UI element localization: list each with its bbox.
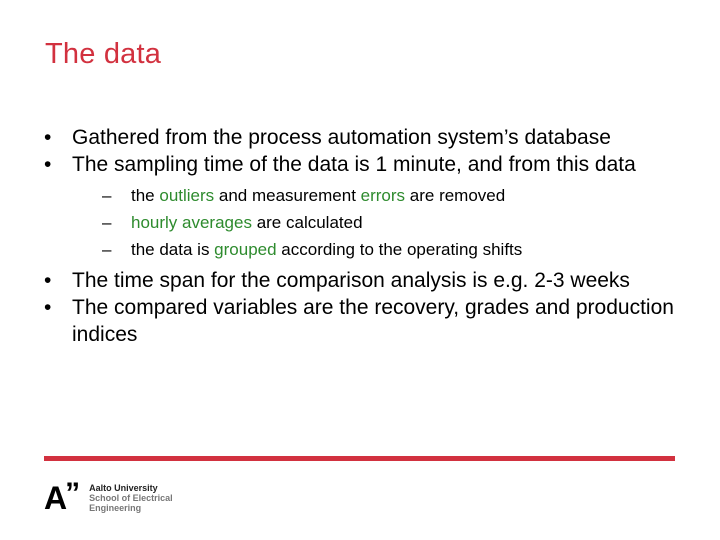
- bullet-icon: •: [44, 153, 52, 176]
- highlight-term: errors: [360, 186, 406, 205]
- bullet-text: Gathered from the process automation system’s database: [72, 126, 611, 149]
- logo-line: Engineering: [89, 503, 142, 513]
- sub-text-pre: the data is: [131, 240, 215, 259]
- sub-bullet-item: [72, 236, 684, 263]
- bullet-icon: •: [44, 296, 52, 319]
- logo-letter: A: [44, 479, 67, 516]
- bullet-text: The sampling time of the data is 1 minute, and from this data: [72, 153, 636, 176]
- dash-icon: –: [102, 240, 112, 259]
- bullet-list: [44, 124, 684, 348]
- highlight-term: grouped: [214, 240, 277, 259]
- bullet-text: The time span for the comparison analysis is e.g. 2-3 weeks: [72, 269, 630, 292]
- logo-line: Aalto University: [89, 483, 158, 493]
- bullet-item: [44, 124, 684, 151]
- aalto-logo-mark: [44, 476, 80, 516]
- sub-bullet-item: [72, 209, 684, 236]
- logo-line: School of Electrical: [89, 493, 173, 503]
- bullet-item: [44, 151, 684, 263]
- bullet-text: The compared variables are the recovery, grades and production indices: [72, 296, 674, 346]
- sub-bullet-list: [72, 182, 684, 263]
- logo-text: [89, 483, 173, 513]
- bullet-icon: •: [44, 126, 52, 149]
- sub-text-pre: the: [131, 186, 160, 205]
- footer-divider: [44, 456, 675, 461]
- sub-bullet-item: [72, 182, 684, 209]
- bullet-item: [44, 294, 684, 348]
- sub-text-mid: are calculated: [251, 213, 363, 232]
- dash-icon: –: [102, 213, 112, 232]
- sub-text-mid: according to the operating shifts: [276, 240, 523, 259]
- sub-text-mid: and measurement: [214, 186, 361, 205]
- logo-quote-icon: ”: [65, 476, 80, 510]
- dash-icon: –: [102, 186, 112, 205]
- highlight-term: outliers: [159, 186, 215, 205]
- bullet-icon: •: [44, 269, 52, 292]
- bullet-item: [44, 267, 684, 294]
- aalto-logo: [44, 476, 173, 516]
- sub-text-post: are removed: [405, 186, 506, 205]
- highlight-term: hourly averages: [131, 213, 252, 232]
- slide-title: The data: [45, 38, 162, 70]
